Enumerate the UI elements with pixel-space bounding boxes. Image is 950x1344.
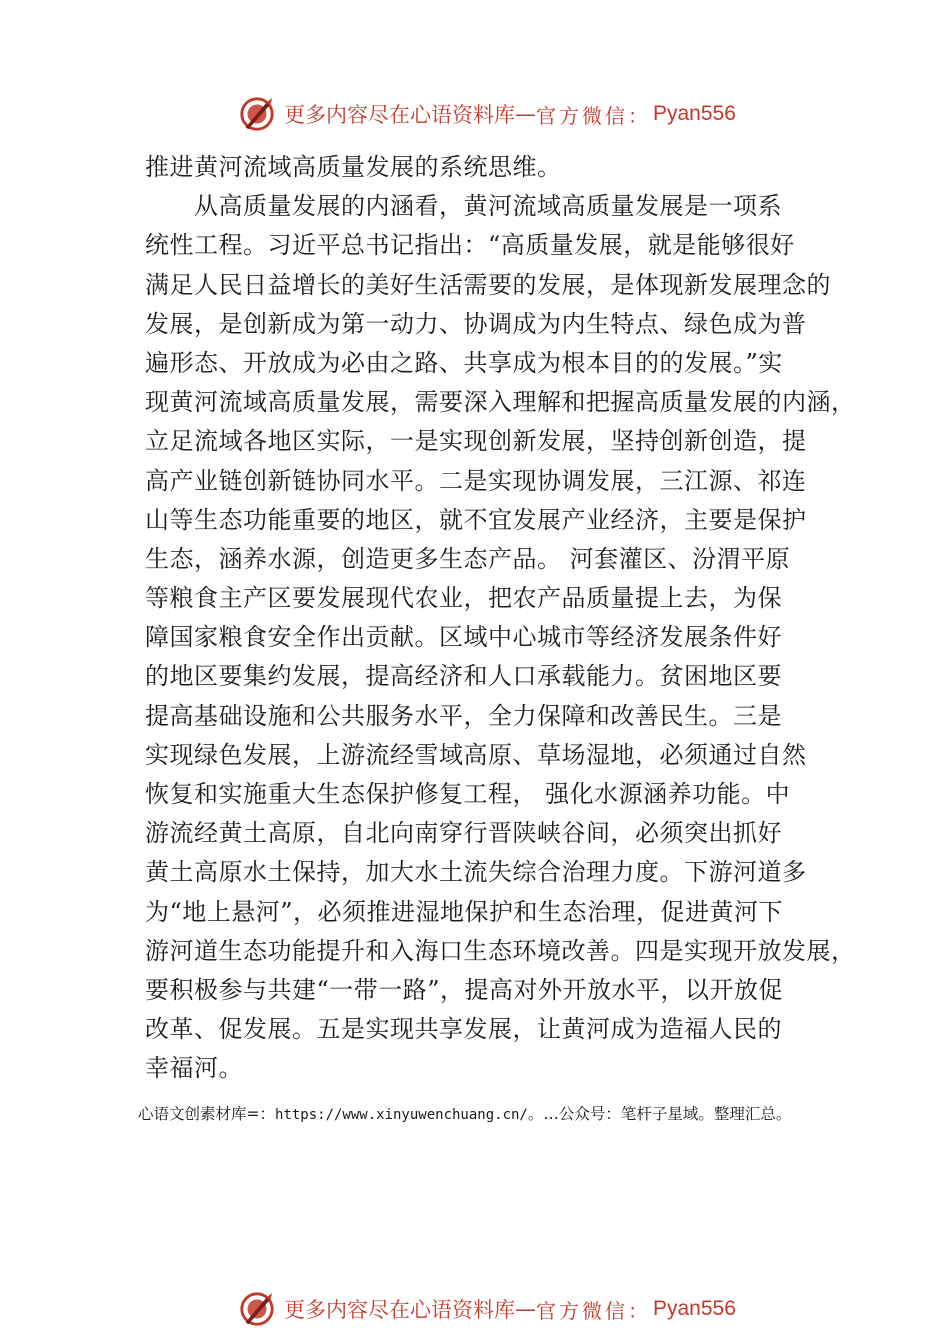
text-line: 提高基础设施和公共服务水平，全力保障和改善民生。三是: [145, 701, 782, 730]
text-line: 现黄河流域高质量发展，需要深入理解和把握高质量发展的内涵，: [145, 388, 856, 417]
banner-wechat-label: 官方微信：: [536, 103, 651, 128]
source-note: [138, 1102, 791, 1124]
banner-separator: —: [515, 1297, 536, 1321]
document-body: [145, 148, 856, 1089]
text-line: 障国家粮食安全作出贡献。区域中心城市等经济发展条件好: [145, 623, 782, 652]
text-line: 改革、促发展。五是实现共享发展，让黄河成为造福人民的: [145, 1015, 782, 1044]
source-url-link[interactable]: https://www.xinyuwenchuang.cn/: [275, 1107, 528, 1123]
text-line: 满足人民日益增长的美好生活需要的发展，是体现新发展理念的: [145, 270, 831, 299]
header-banner: [238, 92, 758, 136]
text-line: 立足流域各地区实际，一是实现创新发展，坚持创新创造，提: [145, 427, 807, 456]
text-line: 幸福河。: [145, 1054, 243, 1083]
text-line: 等粮食主产区要发展现代农业，把农产品质量提上去，为保: [145, 584, 782, 613]
text-line: 要积极参与共建“一带一路”，提高对外开放水平，以开放促: [145, 975, 784, 1004]
text-line: 黄土高原水土保持，加大水土流失综合治理力度。下游河道多: [145, 858, 807, 887]
banner-separator: —: [515, 102, 536, 126]
text-line: 推进黄河流域高质量发展的系统思维。: [145, 153, 562, 181]
quill-pen-logo-icon: [238, 1290, 276, 1328]
banner-wechat-id: Pyan556: [653, 102, 736, 125]
banner-title: 更多内容尽在心语资料库: [284, 1298, 515, 1322]
banner-wechat-label: 官方微信：: [536, 1298, 651, 1323]
text-line: 生态，涵养水源，创造更多生态产品。 河套灌区、汾渭平原: [145, 544, 791, 573]
text-line: 发展，是创新成为第一动力、协调成为内生特点、绿色成为普: [145, 309, 807, 338]
quill-pen-logo-icon: [238, 95, 276, 133]
text-line: 游河道生态功能提升和入海口生态环境改善。四是实现开放发展，: [145, 936, 856, 965]
text-line: 高产业链创新链协同水平。二是实现协调发展，三江源、祁连: [145, 466, 807, 495]
source-note-suffix: 。…公众号：笔杆子星域。整理汇总。: [527, 1105, 792, 1123]
text-line: 实现绿色发展，上游流经雪域高原、草场湿地，必须通过自然: [145, 740, 807, 769]
footer-banner: [238, 1287, 758, 1331]
text-line: 山等生态功能重要的地区，就不宜发展产业经济，主要是保护: [145, 505, 807, 534]
text-line: 游流经黄土高原，自北向南穿行晋陕峡谷间，必须突出抓好: [145, 819, 782, 848]
banner-title: 更多内容尽在心语资料库: [284, 103, 515, 127]
text-line: 从高质量发展的内涵看，黄河流域高质量发展是一项系: [145, 192, 782, 221]
source-note-prefix: 心语文创素材库=：: [138, 1105, 275, 1123]
text-line: 的地区要集约发展，提高经济和人口承载能力。贫困地区要: [145, 662, 782, 691]
text-line: 统性工程。习近平总书记指出：“高质量发展，就是能够很好: [145, 231, 795, 260]
text-line: 遍形态、开放成为必由之路、共享成为根本目的的发展。”实: [145, 348, 783, 377]
text-line: 为“地上悬河”，必须推进湿地保护和生态治理，促进黄河下: [145, 897, 784, 926]
banner-wechat-id: Pyan556: [653, 1297, 736, 1320]
text-line: 恢复和实施重大生态保护修复工程， 强化水源涵养功能。中: [145, 780, 791, 808]
